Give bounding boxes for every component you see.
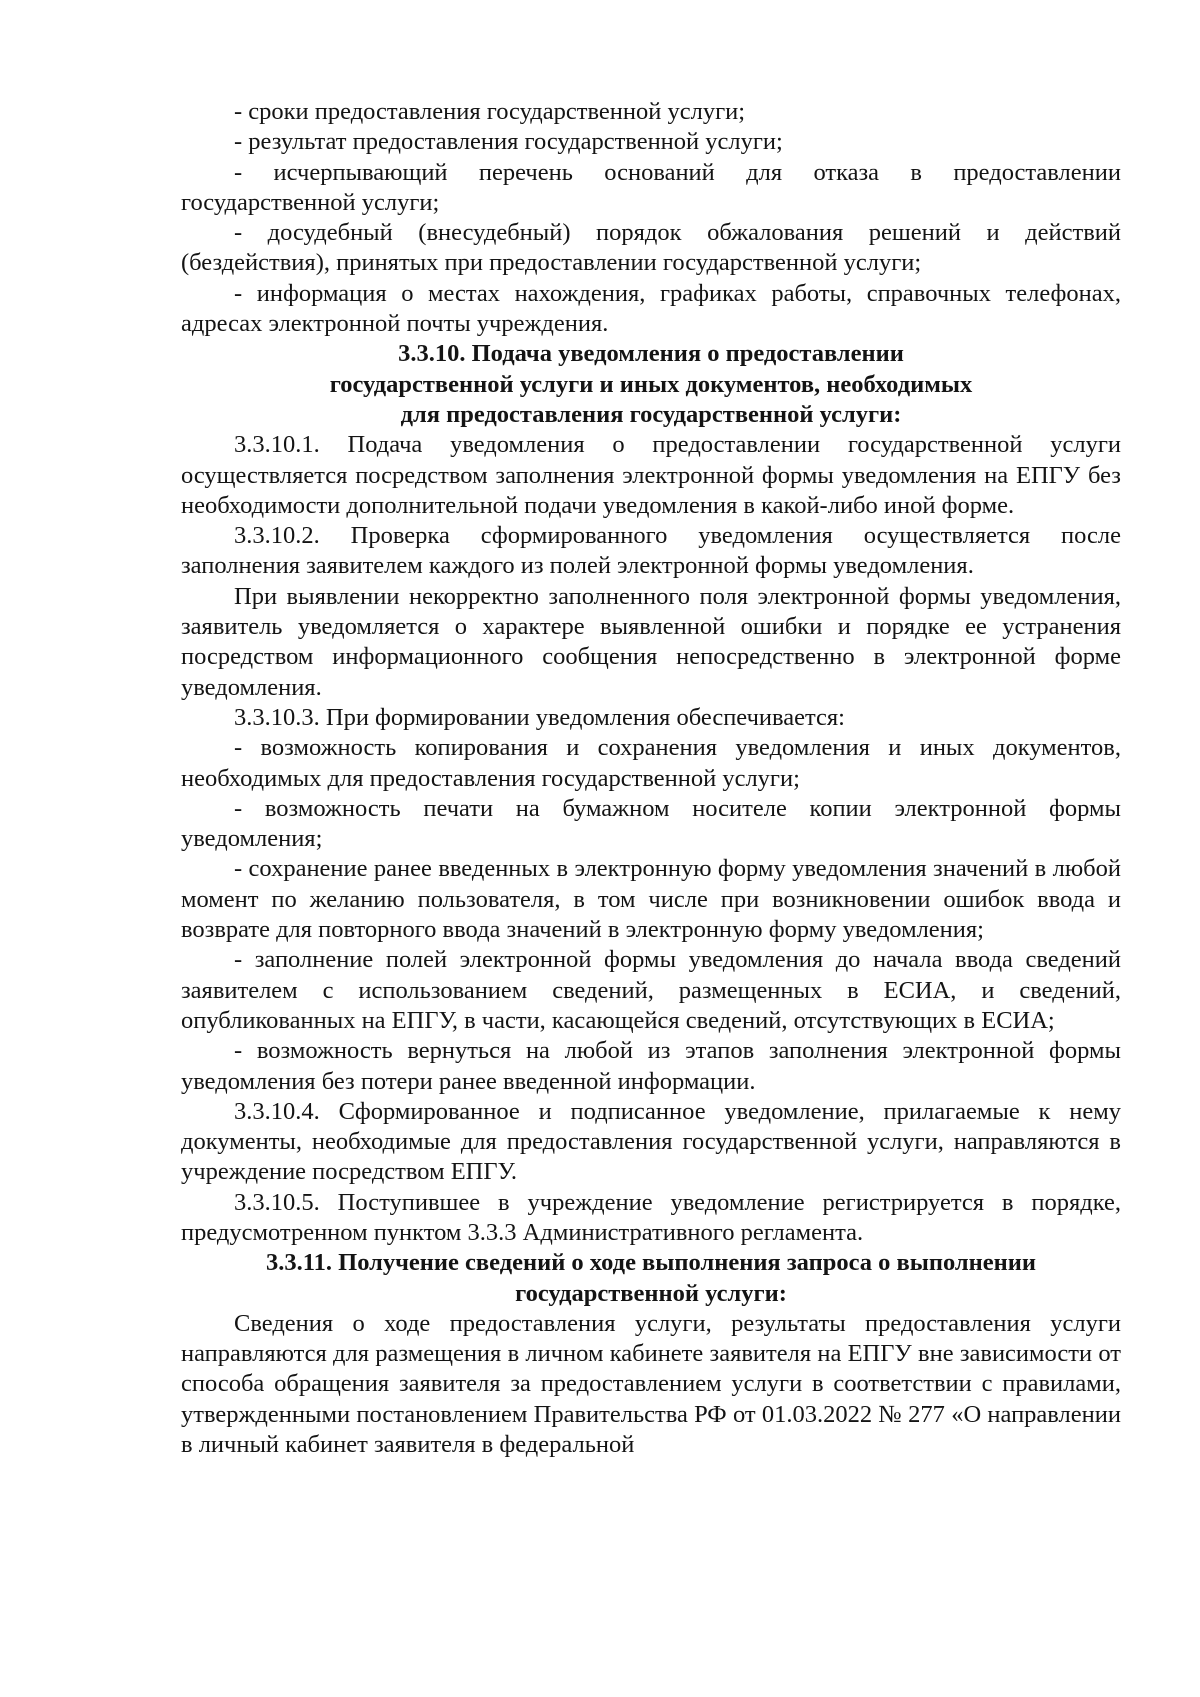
list-item: - информация о местах нахождения, графиках работы, справочных телефонах, адресах электронной почты учреждения. bbox=[181, 279, 1121, 338]
list-item: - заполнение полей электронной формы уведомления до начала ввода сведений заявителем с использованием сведений, размещенных в ЕСИА, и сведений, опубликованных на ЕПГУ, в части, касающейся сведений, отсутствующих в ЕСИА; bbox=[181, 946, 1121, 1034]
paragraph: 3.3.10.5. Поступившее в учреждение уведомление регистрируется в порядке, предусмотренном пунктом 3.3.3 Административного регламента. bbox=[181, 1188, 1121, 1246]
paragraph: 3.3.10.2. Проверка сформированного уведомления осуществляется после заполнения заявителем каждого из полей электронной формы уведомления. bbox=[181, 522, 1121, 580]
list-item: - возможность печати на бумажном носителе копии электронной формы уведомления; bbox=[181, 794, 1121, 853]
list-item: - возможность копирования и сохранения уведомления и иных документов, необходимых для предоставления государственной услуги; bbox=[181, 734, 1121, 792]
heading-line: государственной услуги: bbox=[515, 1279, 787, 1307]
heading-line: 3.3.10. Подача уведомления о предоставлении bbox=[398, 340, 904, 368]
document-page bbox=[181, 97, 1121, 1460]
section-heading-3-3-11 bbox=[181, 1248, 1121, 1309]
paragraph: При выявлении некорректно заполненного поля электронной формы уведомления, заявитель уведомляется о характере выявленной ошибки и порядке ее устранения посредством информационного сообщения непосредственно в электронной форме уведомления. bbox=[181, 582, 1121, 701]
heading-line: 3.3.11. Получение сведений о ходе выполнения запроса о выполнении bbox=[265, 1249, 1036, 1277]
paragraph: 3.3.10.3. При формировании уведомления обеспечивается: bbox=[234, 703, 845, 731]
paragraph: Сведения о ходе предоставления услуги, результаты предоставления услуги направляются для размещения в личном кабинете заявителя на ЕПГУ вне зависимости от способа обращения заявителя за предоставлением услуги в соответствии с правилами, утвержденными постановлением Правительства РФ от 01.03.2022 № 277 «О направлении в личный кабинет заявителя в федеральной bbox=[181, 1309, 1121, 1459]
section-heading-3-3-10 bbox=[181, 339, 1121, 430]
heading-line: государственной услуги и иных документов, необходимых bbox=[329, 370, 973, 398]
heading-line: для предоставления государственной услуги: bbox=[400, 400, 902, 428]
list-item: - досудебный (внесудебный) порядок обжалования решений и действий (бездействия), принятых при предоставлении государственной услуги; bbox=[181, 219, 1121, 277]
list-item: - сроки предоставления государственной услуги; bbox=[234, 98, 746, 125]
list-item: - результат предоставления государственной услуги; bbox=[234, 128, 783, 156]
list-item: - возможность вернуться на любой из этапов заполнения электронной формы уведомления без потери ранее введенной информации. bbox=[181, 1037, 1121, 1095]
list-item: - сохранение ранее введенных в электронную форму уведомления значений в любой момент по желанию пользователя, в том числе при возникновении ошибок ввода и возврате для повторного ввода значений в электронную форму уведомления; bbox=[181, 855, 1121, 944]
paragraph: 3.3.10.4. Сформированное и подписанное уведомление, прилагаемые к нему документы, необходимые для предоставления государственной услуги, направляются в учреждение посредством ЕПГУ. bbox=[181, 1097, 1121, 1186]
list-item: - исчерпывающий перечень оснований для отказа в предоставлении государственной услуги; bbox=[181, 158, 1121, 216]
paragraph: 3.3.10.1. Подача уведомления о предоставлении государственной услуги осуществляется посредством заполнения электронной формы уведомления на ЕПГУ без необходимости дополнительной подачи уведомления в какой-либо иной форме. bbox=[181, 431, 1121, 519]
